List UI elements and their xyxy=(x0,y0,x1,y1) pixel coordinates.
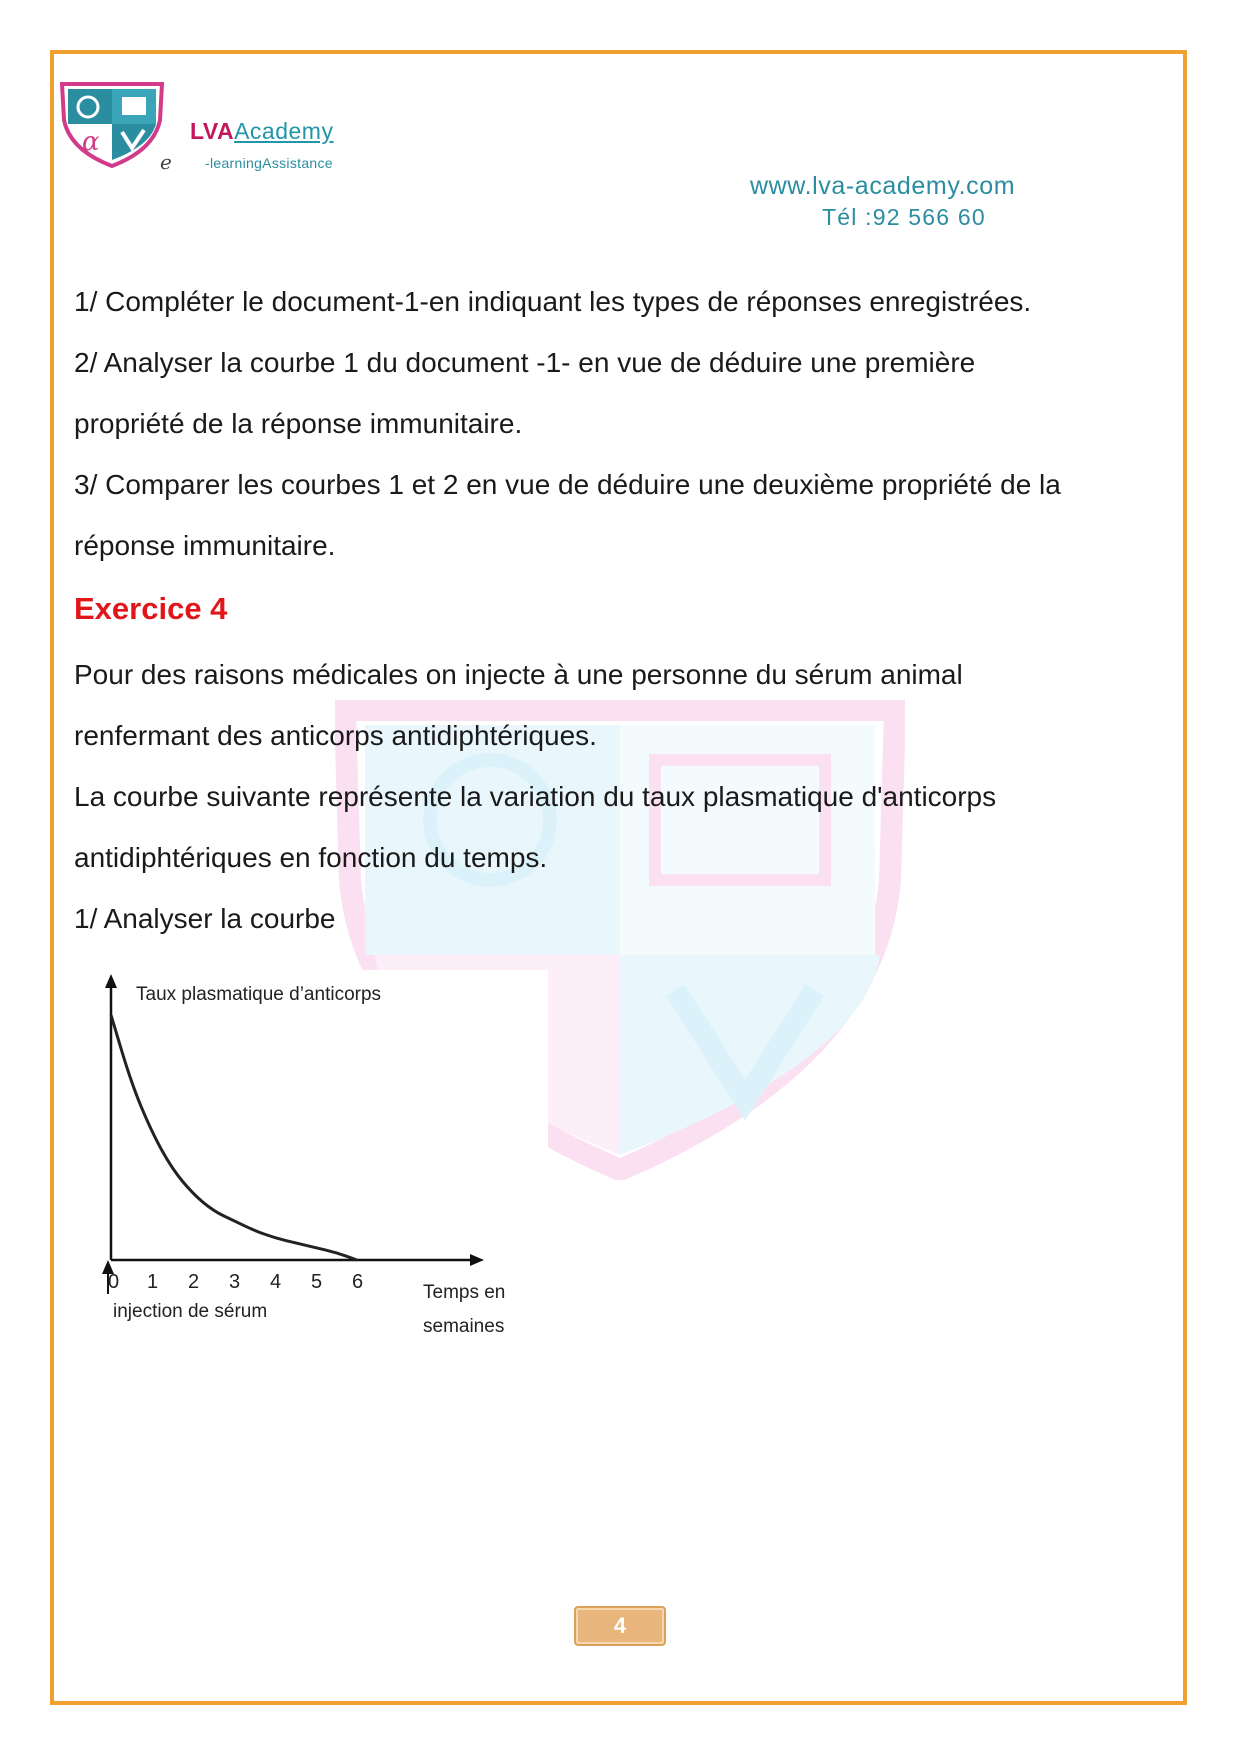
question-line: 3/ Comparer les courbes 1 et 2 en vue de déduire une deuxième propriété de la xyxy=(74,469,1061,500)
brand-academy: Academy xyxy=(234,118,334,144)
brand-lva: LVA xyxy=(190,118,235,144)
exercise-text-line: Pour des raisons médicales on injecte à une personne du sérum animal xyxy=(74,659,963,690)
exercise-title: Exercice 4 xyxy=(74,591,228,626)
x-tick-label: 5 xyxy=(311,1271,323,1293)
x-axis-label: Temps en xyxy=(423,1282,506,1303)
antibody-curve-chart xyxy=(88,970,548,1350)
logo-alpha: α xyxy=(82,127,100,157)
y-axis-label: Taux plasmatique d’anticorps xyxy=(136,984,382,1005)
x-tick-label: 1 xyxy=(147,1271,159,1293)
x-tick-label: 3 xyxy=(229,1271,241,1293)
x-tick-label: 2 xyxy=(188,1271,200,1293)
question-line: réponse immunitaire. xyxy=(74,530,336,561)
question-line: propriété de la réponse immunitaire. xyxy=(74,408,523,439)
x-tick-label: 4 xyxy=(270,1271,282,1293)
x-axis-label: semaines xyxy=(423,1316,505,1337)
annotation-label: injection de sérum xyxy=(113,1301,268,1322)
x-tick-label: 6 xyxy=(352,1271,364,1293)
exercise-text-line: 1/ Analyser la courbe xyxy=(74,903,336,934)
exercise-text-line: renfermant des anticorps antidiphtériques. xyxy=(74,720,597,751)
e-mark: e xyxy=(160,150,172,174)
exercise-text-line: antidiphtériques en fonction du temps. xyxy=(74,842,548,873)
question-line: 2/ Analyser la courbe 1 du document -1- en vue de déduire une première xyxy=(74,347,976,378)
question-line: 1/ Compléter le document-1-en indiquant les types de réponses enregistrées. xyxy=(74,286,1032,317)
phone-number: Tél :92 566 60 xyxy=(822,204,986,230)
website-link[interactable]: www.lva-academy.com xyxy=(750,172,1016,200)
exercise-text-line: La courbe suivante représente la variation du taux plasmatique d'anticorps xyxy=(74,781,997,812)
brand-name xyxy=(190,118,333,145)
tagline: -learningAssistance xyxy=(205,155,333,171)
x-tick-label: 0 xyxy=(108,1271,120,1293)
lva-logo-icon xyxy=(58,80,166,168)
page-number: 4 xyxy=(574,1606,666,1646)
